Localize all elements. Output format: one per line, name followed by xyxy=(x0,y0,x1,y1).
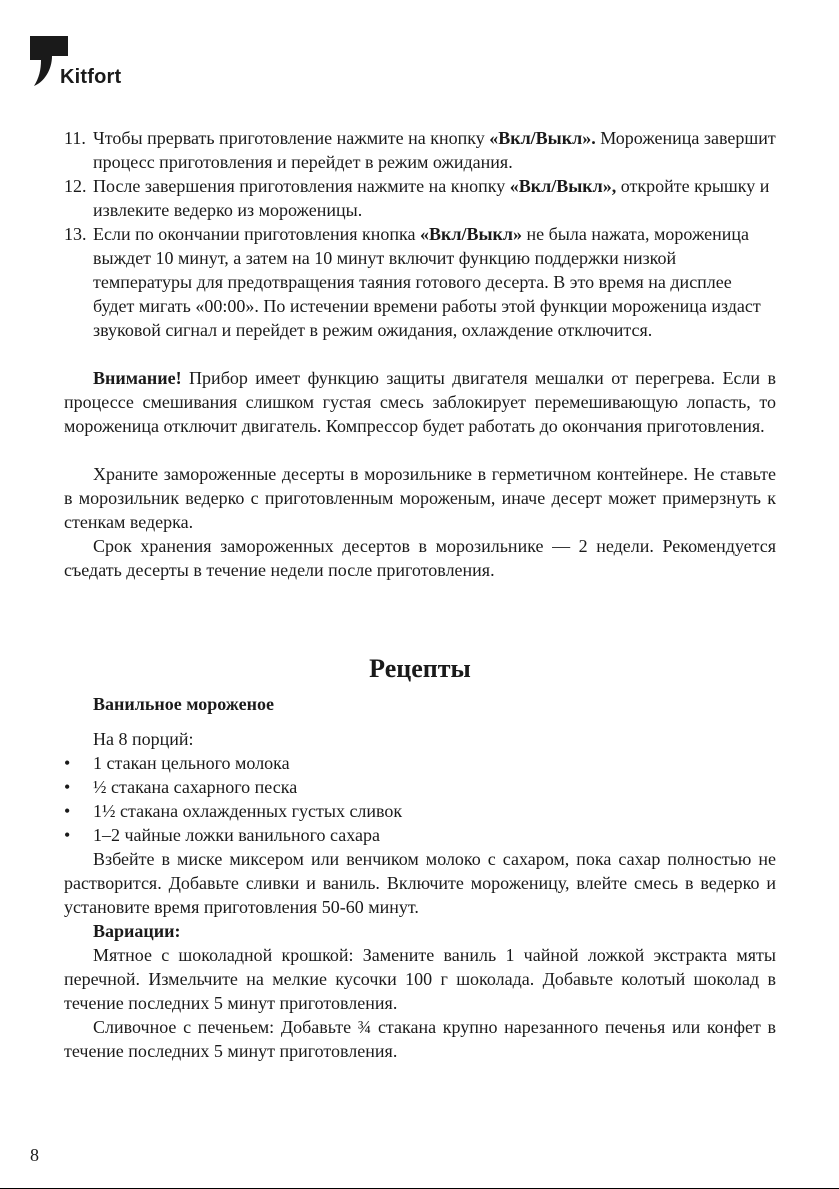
step-number: 13. xyxy=(64,224,87,244)
storage-paragraph: Храните замороженные десерты в морозильнике в герметичном контейнере. Не ставьте в морозильник ведерко с приготовленным мороженым, иначе десерт может примерзнуть к стенкам ведерка. xyxy=(64,464,776,532)
bullet-icon: • xyxy=(64,825,71,845)
servings: На 8 порций: xyxy=(93,729,194,749)
ingredient: 1 стакан цельного молока xyxy=(93,753,290,773)
warning-paragraph xyxy=(64,366,776,438)
list-item xyxy=(64,799,776,823)
section-title: Рецепты xyxy=(369,654,471,683)
button-name: «Вкл/Выкл», xyxy=(509,176,617,196)
ingredient: 1–2 чайные ложки ванильного сахара xyxy=(93,825,380,845)
bullet-icon: • xyxy=(64,777,71,797)
list-item xyxy=(64,823,776,847)
bullet-icon: • xyxy=(64,753,71,773)
recipe-instructions: Взбейте в миске миксером или венчиком молоко с сахаром, пока сахар полностью не растворится. Добавьте сливки и ваниль. Включите мороженицу, влейте смесь в ведерко и установите время приготовления 50-60 минут. xyxy=(64,849,776,917)
step-text: не была нажата, мороженица выждет 10 минут, а затем на 10 минут включит функцию поддержки низкой температуры для предотвращения таяния готового десерта. В это время на дисплее будет мигать «00:00». По истечении времени работы этой функции мороженица издаст звуковой сигнал и перейдет в режим ожидания, охлаждение отключится. xyxy=(93,224,761,340)
step-number: 11. xyxy=(64,128,86,148)
steps-list xyxy=(64,126,776,342)
storage-paragraph: Срок хранения замороженных десертов в морозильнике — 2 недели. Рекомендуется съедать десерты в течение недели после приготовления. xyxy=(64,536,776,580)
warning-text: Прибор имеет функцию защиты двигателя мешалки от перегрева. Если в процессе смешивания слишком густая смесь заблокирует перемешивающую лопасть, то мороженица отключит двигатель. Компрессор будет работать до окончания приготовления. xyxy=(64,368,776,436)
step-text: откройте крышку и извлеките ведерко из мороженицы. xyxy=(93,176,770,220)
brand-name: Kitfort xyxy=(60,66,122,88)
recipe-title: Ванильное мороженое xyxy=(93,694,274,714)
warning-label: Внимание! xyxy=(93,368,182,388)
step-text: Если по окончании приготовления кнопка xyxy=(93,224,420,244)
variation-paragraph: Сливочное с печеньем: Добавьте ¾ стакана крупно нарезанного печенья или конфет в течение последних 5 минут приготовления. xyxy=(64,1017,776,1061)
ingredients-list xyxy=(64,751,776,847)
ingredient: ½ стакана сахарного песка xyxy=(93,777,298,797)
step-text: Мороженица завершит процесс приготовления и перейдет в режим ожидания. xyxy=(93,128,776,172)
step-text: Чтобы прервать приготовление нажмите на кнопку xyxy=(93,128,490,148)
variations-title: Вариации: xyxy=(93,921,181,941)
variation-paragraph: Мятное с шоколадной крошкой: Замените ваниль 1 чайной ложкой экстракта мяты перечной. Измельчите на мелкие кусочки 100 г шоколада. Добавьте колотый шоколад в течение последних 5 минут приготовления. xyxy=(64,945,776,1013)
list-item xyxy=(64,751,776,775)
button-name: «Вкл/Выкл» xyxy=(419,224,522,244)
page-content xyxy=(64,126,776,1063)
ingredient: 1½ стакана охлажденных густых сливок xyxy=(93,801,403,821)
list-item xyxy=(64,126,776,174)
list-item xyxy=(64,174,776,222)
step-text: После завершения приготовления нажмите на кнопку xyxy=(93,176,510,196)
button-name: «Вкл/Выкл». xyxy=(489,128,596,148)
list-item xyxy=(64,222,776,342)
step-number: 12. xyxy=(64,176,87,196)
bullet-icon: • xyxy=(64,801,71,821)
brand-logo xyxy=(30,36,122,93)
page-number: 8 xyxy=(30,1145,39,1165)
list-item xyxy=(64,775,776,799)
